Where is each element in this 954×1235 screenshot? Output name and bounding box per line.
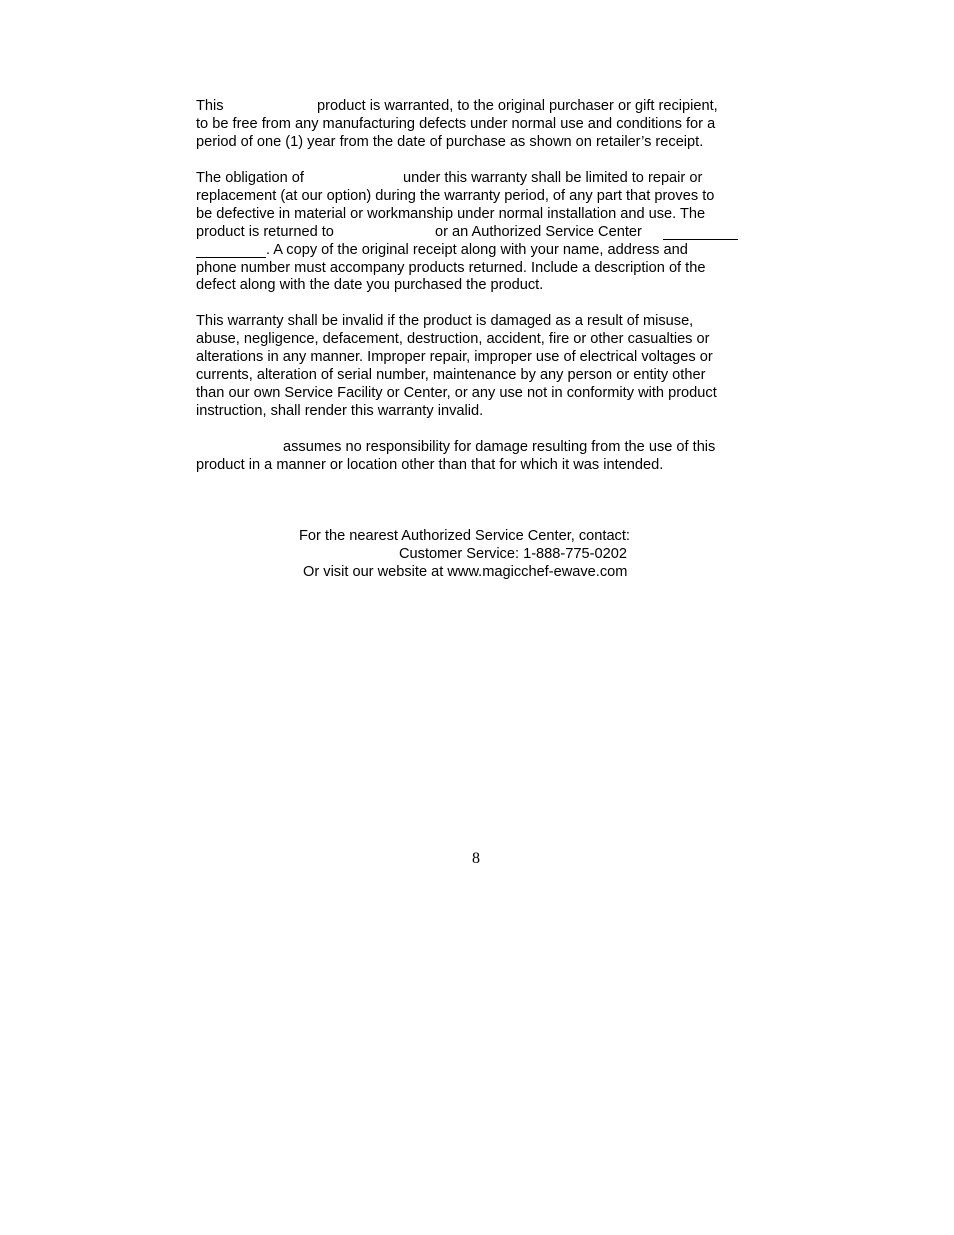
p4-line1: assumes no responsibility for damage resulting from the use of this <box>283 439 716 455</box>
contact-line3: Or visit our website at www.magicchef-ewave.com <box>303 564 628 580</box>
p3-line2: abuse, negligence, defacement, destruction, accident, fire or other casualties or <box>196 331 710 347</box>
p2-line4a: product is returned to <box>196 224 334 240</box>
p2-line1a: The obligation of <box>196 170 304 186</box>
page-number: 8 <box>472 850 480 867</box>
p2-line5: . A copy of the original receipt along with your name, address and <box>266 242 688 258</box>
p2-line7: defect along with the date you purchased the product. <box>196 277 544 293</box>
p3-line3: alterations in any manner. Improper repair, improper use of electrical voltages or <box>196 349 713 365</box>
p2-line6: phone number must accompany products returned. Include a description of the <box>196 260 706 276</box>
p1-line2: to be free from any manufacturing defects under normal use and conditions for a <box>196 116 716 132</box>
p3-line5: than our own Service Facility or Center, or any use not in conformity with product <box>196 385 717 401</box>
p1-line3: period of one (1) year from the date of purchase as shown on retailer’s receipt. <box>196 134 704 150</box>
blank-underline-2 <box>196 244 266 258</box>
p2-line3: be defective in material or workmanship under normal installation and use. The <box>196 206 706 222</box>
p1-line1a: This <box>196 98 224 114</box>
p4-line2: product in a manner or location other than that for which it was intended. <box>196 457 664 473</box>
contact-line1: For the nearest Authorized Service Center, contact: <box>299 528 630 544</box>
contact-line2: Customer Service: 1-888-775-0202 <box>399 546 627 562</box>
p2-line1b: under this warranty shall be limited to repair or <box>403 170 703 186</box>
p1-line1b: product is warranted, to the original purchaser or gift recipient, <box>317 98 718 114</box>
p3-line1: This warranty shall be invalid if the product is damaged as a result of misuse, <box>196 313 694 329</box>
blank-underline-1 <box>663 226 738 240</box>
p3-line6: instruction, shall render this warranty invalid. <box>196 403 484 419</box>
p3-line4: currents, alteration of serial number, maintenance by any person or entity other <box>196 367 706 383</box>
p2-line4b: or an Authorized Service Center <box>435 224 642 240</box>
p2-line2: replacement (at our option) during the warranty period, of any part that proves to <box>196 188 715 204</box>
